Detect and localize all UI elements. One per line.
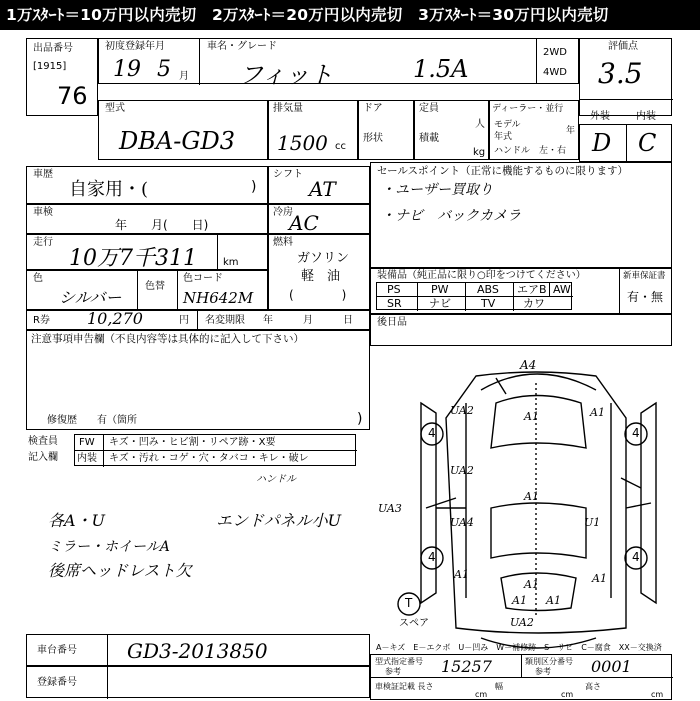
registration-month: 5 xyxy=(157,57,171,82)
drive-4wd: 4WD xyxy=(543,67,567,78)
dealer-handle: ハンドル 左・右 xyxy=(494,146,567,156)
repair-history: 修復歴 有（箇所 xyxy=(47,415,137,426)
dmg-a1-rl: A1 xyxy=(512,594,527,607)
shift-label: シフト xyxy=(273,169,303,180)
sales-line2: ・ナビ バックカメラ xyxy=(381,208,521,224)
warranty-label: 新車保証書 xyxy=(623,271,666,281)
ext-label: 外装 xyxy=(590,111,610,122)
chassis-value: GD3-2013850 xyxy=(127,639,268,663)
interior-options: キズ・汚れ・コゲ・穴・タバコ・キレ・破レ xyxy=(109,453,309,464)
dmg-a1-rr: A1 xyxy=(592,572,607,585)
capacity-unit: 人 xyxy=(475,119,485,130)
interior-label: 内装 xyxy=(77,453,97,464)
equip-ps: PS xyxy=(387,283,401,296)
remark-3: ミラー・ホイールA xyxy=(48,539,170,555)
int-label: 内装 xyxy=(636,111,656,122)
recycle-unit: 円 xyxy=(179,315,189,326)
handle-note: ハンドル xyxy=(256,474,296,485)
wheel-rr: 4 xyxy=(632,550,640,564)
wheel-rl: 4 xyxy=(428,550,436,564)
remark-2: エンドパネル小U xyxy=(216,511,342,530)
remark-4: 後席ヘッドレスト欠 xyxy=(48,561,192,580)
notes-label: 注意事項申告欄（不良内容等は具体的に記入して下さい） xyxy=(31,333,304,345)
sales-line1: ・ユーザー買取り xyxy=(381,182,493,198)
dmg-a4: A4 xyxy=(520,358,537,372)
wheel-fl: 4 xyxy=(428,426,436,440)
score-value: 3.5 xyxy=(598,57,643,90)
deadline-label: 名変期限 xyxy=(205,315,245,326)
history-box: 車歴 自家用・( ) xyxy=(26,166,268,204)
inspection-fields: 年 月( 日) xyxy=(115,218,209,232)
car-name: フィット xyxy=(239,61,334,89)
after-label: 後日品 xyxy=(377,317,407,328)
width-label: 幅 xyxy=(495,682,503,691)
length-label: 車検証記載 長さ xyxy=(375,682,434,691)
notes-box: 注意事項申告欄（不良内容等は具体的に記入して下さい） 修復歴 有（箇所 ) xyxy=(26,330,370,430)
equipment-label: 装備品（純正品に限り○印をつけてください） xyxy=(377,270,586,281)
registration-year: 19 xyxy=(113,57,141,82)
dmg-ua2-rear: UA2 xyxy=(510,616,534,629)
ac-value: AC xyxy=(289,211,319,235)
drive-2wd: 2WD xyxy=(543,47,567,58)
registration-label: 初度登録年月 xyxy=(105,41,165,52)
mileage-value: 10万7千311 xyxy=(69,246,197,271)
dmg-a1-rear: A1 xyxy=(546,594,561,607)
score-label: 評価点 xyxy=(608,41,638,52)
width-unit: cm xyxy=(561,690,574,699)
cat-label: 類別区分番号 xyxy=(525,657,573,666)
specs-box xyxy=(370,654,672,700)
door-label: ドア xyxy=(363,103,383,114)
header-banner: 1万ｽﾀｰﾄ＝10万円以内売切 2万ｽﾀｰﾄ＝20万円以内売切 3万ｽﾀｰﾄ＝30万円以内売切 xyxy=(0,0,700,30)
displacement-value: 1500 xyxy=(277,131,328,155)
remark-1: 各A・U xyxy=(48,511,106,530)
dmg-a1-roof: A1 xyxy=(524,490,539,503)
warranty-options: 有・無 xyxy=(627,290,664,304)
color-code-label: 色コード xyxy=(183,273,223,284)
color-change-label: 色替 xyxy=(145,281,165,292)
ac-label: 冷房 xyxy=(273,207,293,218)
color-code: NH642M xyxy=(183,289,254,307)
car-grade: 1.5A xyxy=(413,55,469,83)
dmg-ua4: UA4 xyxy=(450,516,474,529)
capacity-label: 定員 xyxy=(419,103,439,114)
deadline-fields: 年 月 日 xyxy=(263,315,353,326)
spare-wheel: T xyxy=(405,596,413,610)
color-value: シルバー xyxy=(59,288,122,307)
equip-tv: TV xyxy=(481,297,496,310)
dmg-u1: U1 xyxy=(584,516,601,529)
load-unit: kg xyxy=(473,147,486,158)
load-label: 積載 xyxy=(419,133,439,144)
history-value: 自家用・( xyxy=(69,179,149,200)
lot-number: 76 xyxy=(57,82,88,110)
dmg-a1-center: A1 xyxy=(524,578,539,591)
fw-options: キズ・凹み・ヒビ割・リペア跡・X要 xyxy=(109,437,276,448)
equip-abs: ABS xyxy=(477,283,499,296)
inspector-label: 検査員 xyxy=(28,436,58,447)
fuel-diesel: 軽 油 xyxy=(301,269,341,284)
dmg-a1-left: A1 xyxy=(454,568,469,581)
equip-sr: SR xyxy=(387,297,402,310)
equip-navi: ナビ xyxy=(429,297,451,310)
regno-label: 登録番号 xyxy=(37,677,77,688)
spec-ref-1: 参考 xyxy=(385,667,401,676)
color-label: 色 xyxy=(33,273,43,284)
fuel-other: ( ) xyxy=(289,288,347,302)
recycle-value: 10,270 xyxy=(87,309,143,328)
dmg-a1-fr: A1 xyxy=(590,406,605,419)
dmg-ua2-fl: UA2 xyxy=(450,404,474,417)
dealer-line1: ディーラー・並行 xyxy=(492,104,564,114)
model-label: 型式 xyxy=(105,103,125,114)
dmg-ua3: UA3 xyxy=(378,502,402,515)
height-unit: cm xyxy=(651,690,664,699)
entry-label: 記入欄 xyxy=(28,452,58,463)
ext-grade: D xyxy=(592,129,612,157)
recycle-label: R券 xyxy=(33,315,50,326)
damage-legend: A－キズ E－エクボ U－凹み W－補修跡 S－サビ C－腐食 XX－交換済 xyxy=(376,643,662,652)
fuel-label: 燃料 xyxy=(273,237,293,248)
shift-value: AT xyxy=(309,177,336,201)
equip-leather: カワ xyxy=(523,297,545,310)
month-unit: 月 xyxy=(179,71,189,82)
dmg-a1-hood: A1 xyxy=(524,410,539,423)
model-spec-value: 15257 xyxy=(441,657,492,676)
spec-ref-2: 参考 xyxy=(535,667,551,676)
mileage-unit: km xyxy=(223,257,239,268)
length-unit: cm xyxy=(475,690,488,699)
int-grade: C xyxy=(638,129,657,157)
fw-label: FW xyxy=(79,437,95,448)
wheel-fr: 4 xyxy=(632,426,640,440)
sales-label: セールスポイント（正常に機能するものに限ります） xyxy=(377,165,629,177)
lot-label: 出品番号 xyxy=(33,43,73,54)
cat-value: 0001 xyxy=(591,657,632,676)
mileage-label: 走行 xyxy=(33,237,53,248)
model-spec-label: 型式指定番号 xyxy=(375,657,423,666)
history-label: 車歴 xyxy=(33,169,53,180)
lot-code: [1915] xyxy=(33,61,67,72)
dealer-line2: モデル xyxy=(494,120,521,130)
displacement-unit: cc xyxy=(335,141,346,152)
inspection-label: 車検 xyxy=(33,207,53,218)
equip-pw: PW xyxy=(431,283,449,296)
dmg-ua2-side: UA2 xyxy=(450,464,474,477)
height-label: 高さ xyxy=(585,682,601,691)
model-value: DBA-GD3 xyxy=(119,127,236,155)
car-label: 車名・グレード xyxy=(207,41,277,52)
fuel-gas: ガソリン xyxy=(297,251,350,266)
auction-sheet xyxy=(26,38,672,700)
dealer-year: 年 xyxy=(566,126,576,136)
dealer-line3: 年式 xyxy=(494,132,513,142)
displacement-label: 排気量 xyxy=(273,103,303,114)
car-diagram xyxy=(26,38,672,700)
equip-aw: AW xyxy=(553,283,571,296)
shape-label: 形状 xyxy=(363,133,383,144)
equip-airbag: エアB xyxy=(517,283,547,296)
chassis-label: 車台番号 xyxy=(37,645,77,656)
spare-label: スペア xyxy=(399,618,429,629)
